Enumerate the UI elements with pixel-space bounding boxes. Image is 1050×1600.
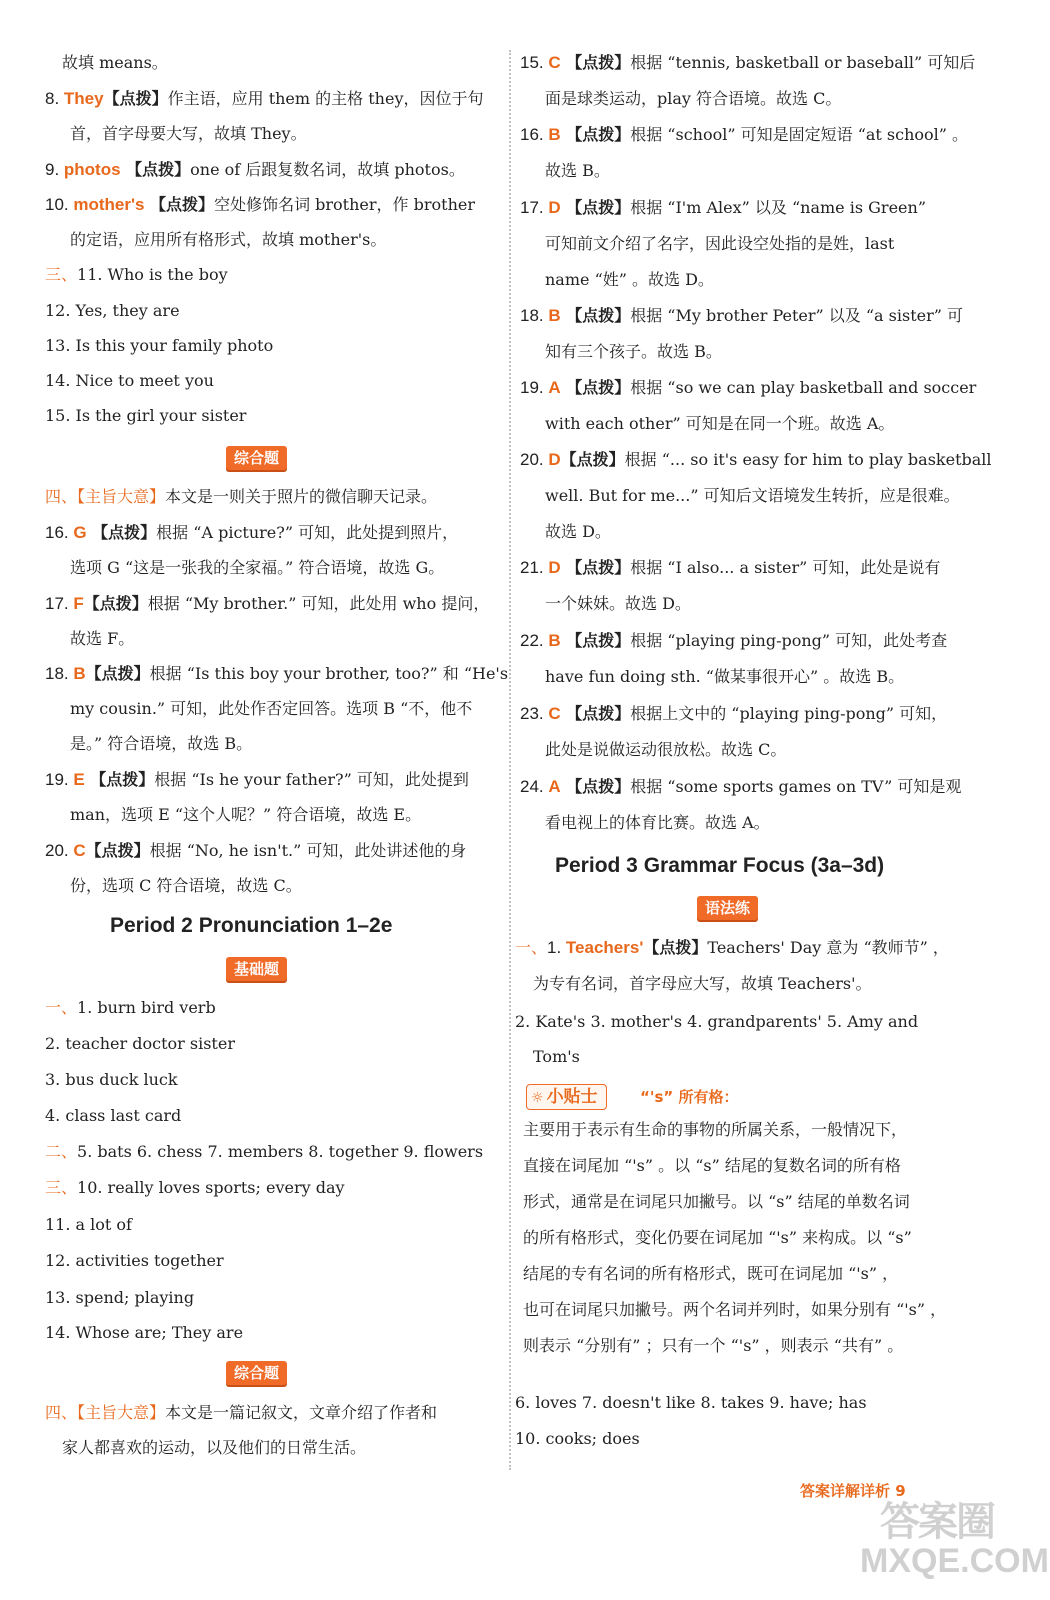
text-line: 的定语，应用所有格形式，故填 mother's。 xyxy=(70,230,387,249)
main-idea-line: 四、【主旨大意】本文是一则关于照片的微信聊天记录。 xyxy=(45,487,438,506)
tip-label: ☼ 小贴士 xyxy=(526,1084,607,1110)
tip-line: 则表示 “分别有” ；只有一个 “'s” ，则表示 “共有” 。 xyxy=(523,1336,904,1355)
text-line: 家人都喜欢的运动，以及他们的日常生活。 xyxy=(62,1438,367,1457)
period-heading: Period 3 Grammar Focus (3a–3d) xyxy=(555,854,885,877)
text-line: 可知前文介绍了名字，因此设空处指的是姓，last xyxy=(545,234,895,253)
answer-item-18: 18. B【点拨】根据 “Is this boy your brother, too?” 和 “He's xyxy=(45,664,509,683)
text-line: 一个妹妹。故选 D。 xyxy=(545,594,691,613)
answer-item-15: 15. C 【点拨】根据 “tennis, basketball or baseball” 可知后 xyxy=(520,53,976,72)
answer-item-20: 20. C【点拨】根据 “No, he isn't.” 可知，此处讲述他的身 xyxy=(45,841,467,860)
column-divider xyxy=(509,50,511,1470)
tip-line: 主要用于表示有生命的事物的所属关系，一般情况下， xyxy=(523,1120,908,1139)
answer-item-2: 2. Kate's 3. mother's 4. grandparents' 5. Amy and xyxy=(515,1012,919,1031)
answer-item-13: 13. spend; playing xyxy=(45,1288,195,1307)
answer-item-20: 20. D【点拨】根据 “... so it's easy for him to play basketball xyxy=(520,450,992,469)
watermark-url: MXQE.COM xyxy=(860,1542,1049,1580)
watermark-logo: 答案圈 xyxy=(880,1499,994,1545)
answer-item-17: 17. F【点拨】根据 “My brother.” 可知，此处用 who 提问， xyxy=(45,594,490,613)
answer-item-18: 18. B 【点拨】根据 “My brother Peter” 以及 “a sister” 可 xyxy=(520,306,964,325)
tip-line: 形式，通常是在词尾只加撇号。以 “s” 结尾的单数名词 xyxy=(523,1192,910,1211)
tip-line: 的所有格形式，变化仍要在词尾加 “'s” 来构成。以 “s” xyxy=(523,1228,912,1247)
answer-item-12: 12. activities together xyxy=(45,1251,224,1270)
tip-line: 也可在词尾只加撇号。两个名词并列时，如果分别有 “'s” ， xyxy=(523,1300,947,1319)
answer-item-13: 13. Is this your family photo xyxy=(45,336,274,355)
text-line: 为专有名词，首字母应大写，故填 Teachers'。 xyxy=(533,974,872,993)
text-line: 是。” 符合语境，故选 B。 xyxy=(70,734,253,753)
section-badge: 综合题 xyxy=(226,446,287,470)
answer-item-19: 19. A 【点拨】根据 “so we can play basketball and soccer xyxy=(520,378,977,397)
answer-item-10: 10. mother's 【点拨】空处修饰名词 brother，作 brother xyxy=(45,195,475,214)
answer-item-11: 11. a lot of xyxy=(45,1215,132,1234)
answer-item-16: 16. G 【点拨】根据 “A picture?” 可知，此处提到照片， xyxy=(45,523,459,542)
answer-item-14: 14. Nice to meet you xyxy=(45,371,214,390)
tip-line: 结尾的专有名词的所有格形式，既可在词尾加 “'s” ， xyxy=(523,1264,899,1283)
answer-item-10: 三、10. really loves sports; every day xyxy=(45,1178,345,1197)
tip-line: 直接在词尾加 “'s” 。以 “s” 结尾的复数名词的所有格 xyxy=(523,1156,901,1175)
answer-item-9: 9. photos 【点拨】one of 后跟复数名词，故填 photos。 xyxy=(45,160,465,179)
text-line: my cousin.” 可知，此处作否定回答。选项 B “不，他不 xyxy=(70,699,473,718)
answer-item-23: 23. C 【点拨】根据上文中的 “playing ping-pong” 可知， xyxy=(520,704,948,723)
text-line: 首，首字母要大写，故填 They。 xyxy=(70,124,307,143)
period-heading: Period 2 Pronunciation 1–2e xyxy=(110,914,393,937)
answer-item-10: 10. cooks; does xyxy=(515,1429,640,1448)
answer-item-12: 12. Yes, they are xyxy=(45,301,180,320)
text-line: 选项 G “这是一张我的全家福。” 符合语境，故选 G。 xyxy=(70,558,445,577)
text-line: 看电视上的体育比赛。故选 A。 xyxy=(545,813,770,832)
text-line: well. But for me...” 可知后文语境发生转折，应是很难。 xyxy=(545,486,960,505)
text-line: 此处是说做运动很放松。故选 C。 xyxy=(545,740,787,759)
answer-item-3: 3. bus duck luck xyxy=(45,1070,178,1089)
section-badge: 语法练 xyxy=(697,896,758,920)
answer-item-19: 19. E 【点拨】根据 “Is he your father?” 可知，此处提到 xyxy=(45,770,469,789)
text-line: with each other” 可知是在同一个班。故选 A。 xyxy=(545,414,895,433)
answer-item-1: 一、1. burn bird verb xyxy=(45,998,216,1017)
text-line: have fun doing sth. “做某事很开心” 。故选 B。 xyxy=(545,667,905,686)
section-badge: 基础题 xyxy=(226,957,287,981)
answer-item-11: 三、11. Who is the boy xyxy=(45,265,228,284)
text-line: man，选项 E “这个人呢？” 符合语境，故选 E。 xyxy=(70,805,422,824)
answer-item-1: 一、1. Teachers'【点拨】Teachers' Day 意为 “教师节” ， xyxy=(515,938,949,957)
text-line: name “姓” 。故选 D。 xyxy=(545,270,714,289)
answer-item-21: 21. D 【点拨】根据 “I also... a sister” 可知，此处是说有 xyxy=(520,558,941,577)
answer-item-16: 16. B 【点拨】根据 “school” 可知是固定短语 “at school” 。 xyxy=(520,125,969,144)
answer-item-24: 24. A 【点拨】根据 “some sports games on TV” 可知是观 xyxy=(520,777,962,796)
text-line: 面是球类运动，play 符合语境。故选 C。 xyxy=(545,89,842,108)
lightbulb-icon: ☼ xyxy=(531,1090,544,1106)
text-line: 知有三个孩子。故选 B。 xyxy=(545,342,722,361)
answer-item-5: 二、5. bats 6. chess 7. members 8. together 9. flowers xyxy=(45,1142,484,1161)
answer-item-6: 6. loves 7. doesn't like 8. takes 9. have; has xyxy=(515,1393,867,1412)
main-idea-line: 四、【主旨大意】本文是一篇记叙文，文章介绍了作者和 xyxy=(45,1403,438,1422)
answer-item-15: 15. Is the girl your sister xyxy=(45,406,247,425)
text-line: Tom's xyxy=(533,1047,580,1066)
answer-item-22: 22. B 【点拨】根据 “playing ping-pong” 可知，此处考查 xyxy=(520,631,948,650)
text-line: 故选 B。 xyxy=(545,161,610,180)
answer-item-8: 8. They【点拨】作主语，应用 them 的主格 they，因位于句 xyxy=(45,89,484,108)
answer-item-14: 14. Whose are; They are xyxy=(45,1323,244,1342)
text-line: 故填 means。 xyxy=(62,53,168,72)
text-line: 故选 F。 xyxy=(70,629,135,648)
text-line: 份，选项 C 符合语境，故选 C。 xyxy=(70,876,302,895)
answer-item-17: 17. D 【点拨】根据 “I'm Alex” 以及 “name is Green” xyxy=(520,198,926,217)
text-line: 故选 D。 xyxy=(545,522,611,541)
tip-title: “'s” 所有格： xyxy=(640,1088,739,1106)
page-footer: 答案详解详析 9 xyxy=(800,1482,906,1500)
answer-item-2: 2. teacher doctor sister xyxy=(45,1034,235,1053)
section-badge: 综合题 xyxy=(226,1361,287,1385)
answer-item-4: 4. class last card xyxy=(45,1106,182,1125)
